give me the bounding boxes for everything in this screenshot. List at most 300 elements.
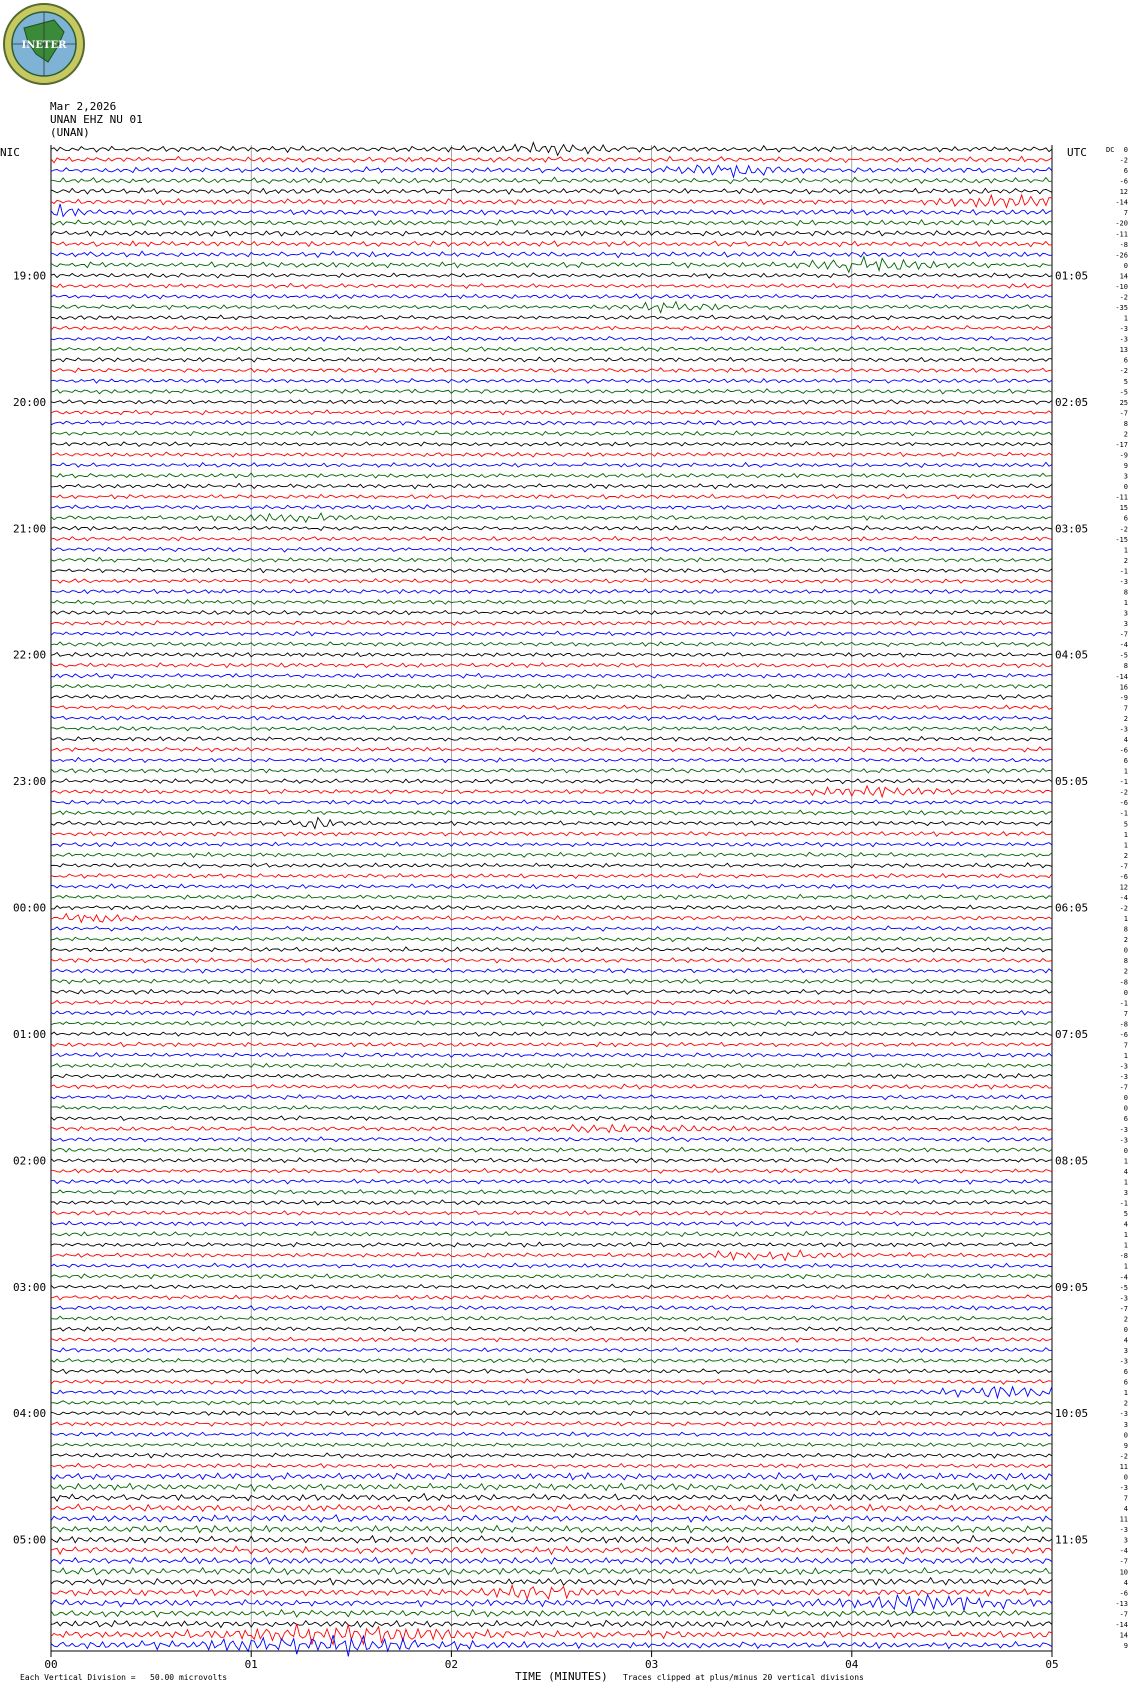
dc-offset-label: 6 [1123, 167, 1128, 176]
dc-offset-label: -4 [1119, 641, 1128, 650]
dc-offset-label: -15 [1115, 535, 1128, 544]
dc-offset-label: -17 [1115, 440, 1128, 449]
dc-offset-label: -6 [1119, 746, 1128, 755]
dc-offset-label: -6 [1119, 177, 1128, 186]
dc-offset-label: -8 [1119, 1020, 1128, 1029]
dc-offset-label: -13 [1115, 1599, 1128, 1608]
dc-offset-label: 9 [1123, 1441, 1128, 1450]
dc-offset-label: 2 [1123, 714, 1128, 723]
dc-offset-label: 3 [1123, 620, 1128, 629]
dc-offset-label: 4 [1123, 1167, 1128, 1176]
seismic-trace [51, 505, 1052, 510]
dc-offset-label: -1 [1119, 778, 1128, 787]
dc-offset-label: -3 [1119, 1062, 1128, 1071]
seismic-trace [51, 1515, 1052, 1522]
seismic-trace [51, 631, 1052, 636]
seismic-trace [51, 1242, 1052, 1247]
dc-offset-label: 0 [1123, 1104, 1128, 1113]
dc-offset-label: 1 [1123, 314, 1128, 323]
dc-offset-label: -1 [1119, 567, 1128, 576]
x-axis-title: TIME (MINUTES) [515, 1670, 608, 1683]
seismic-trace [51, 1326, 1052, 1331]
seismic-trace [51, 368, 1052, 373]
dc-offset-label: 3 [1123, 1420, 1128, 1429]
dc-offset-label: 10 [1119, 1568, 1128, 1577]
seismic-trace [51, 1116, 1052, 1121]
seismic-trace [51, 1200, 1052, 1205]
seismic-trace [51, 1263, 1052, 1268]
left-time-label: 03:00 [13, 1280, 47, 1294]
right-time-label: 03:05 [1055, 522, 1089, 536]
seismic-trace [51, 1463, 1052, 1468]
seismic-trace [51, 1610, 1052, 1618]
dc-offset-label: 2 [1123, 556, 1128, 565]
seismic-trace [51, 273, 1052, 278]
seismic-trace [51, 1010, 1052, 1015]
seismic-trace [51, 905, 1052, 910]
dc-offset-label: -2 [1119, 367, 1128, 376]
dc-offset-label: 25 [1119, 398, 1128, 407]
seismic-trace [51, 302, 1052, 313]
seismic-trace [51, 768, 1052, 773]
dc-offset-label: 3 [1123, 1347, 1128, 1356]
dc-offset-label: 7 [1123, 1041, 1128, 1050]
dc-offset-label: -2 [1119, 1452, 1128, 1461]
seismic-trace [51, 568, 1052, 573]
seismic-trace [51, 979, 1052, 984]
seismic-trace [51, 1032, 1052, 1037]
dc-offset-label: 5 [1123, 377, 1128, 386]
seismic-trace [51, 842, 1052, 847]
seismic-trace [51, 863, 1052, 868]
seismic-trace [51, 937, 1052, 942]
dc-offset-label: 6 [1123, 1115, 1128, 1124]
seismic-trace [51, 1274, 1052, 1279]
dc-offset-label: 6 [1123, 1368, 1128, 1377]
seismic-trace [51, 195, 1052, 207]
right-time-label: 08:05 [1055, 1154, 1089, 1168]
left-time-label: 05:00 [13, 1533, 47, 1547]
dc-offset-label: -3 [1119, 1125, 1128, 1134]
ineter-logo-text: INETER [21, 40, 67, 51]
seismic-trace [51, 357, 1052, 362]
dc-offset-label: -2 [1119, 293, 1128, 302]
dc-offset-label: 1 [1123, 1157, 1128, 1166]
dc-offset-label: 1 [1123, 1262, 1128, 1271]
dc-offset-label: 1 [1123, 915, 1128, 924]
dc-offset-label: 4 [1123, 735, 1128, 744]
dc-offset-label: 11 [1119, 1515, 1128, 1524]
seismic-trace [51, 673, 1052, 678]
seismic-trace [51, 884, 1052, 889]
seismic-trace [51, 737, 1052, 742]
left-time-label: 22:00 [13, 648, 47, 662]
dc-offset-label: -7 [1119, 862, 1128, 871]
seismic-trace [51, 695, 1052, 700]
dc-offset-label: -11 [1115, 493, 1128, 502]
seismic-trace [51, 536, 1052, 541]
dc-offset-label: 11 [1119, 1462, 1128, 1471]
seismic-trace [51, 1021, 1052, 1026]
seismic-trace [51, 1620, 1052, 1627]
seismic-trace [51, 1369, 1052, 1374]
seismic-trace [51, 958, 1052, 963]
seismic-trace [51, 1443, 1052, 1448]
seismic-trace [51, 462, 1052, 467]
right-axis-title: UTC [1067, 146, 1087, 159]
seismic-trace [51, 165, 1052, 177]
dc-offset-label: -9 [1119, 693, 1128, 702]
seismic-trace [51, 818, 1052, 829]
label-group [13, 146, 1128, 1671]
dc-offset-label: -2 [1119, 156, 1128, 165]
dc-offset-label: 15 [1119, 504, 1128, 513]
seismic-trace [51, 1348, 1052, 1352]
right-time-label: 04:05 [1055, 648, 1089, 662]
x-tick-label: 00 [44, 1658, 58, 1671]
dc-offset-label: 8 [1123, 925, 1128, 934]
seismic-trace [51, 347, 1052, 352]
left-axis-title: NIC [0, 146, 20, 159]
seismic-trace [51, 589, 1052, 594]
dc-offset-label: 2 [1123, 936, 1128, 945]
seismic-trace [51, 1358, 1052, 1363]
seismic-trace [51, 705, 1052, 710]
dc-offset-label: -7 [1119, 409, 1128, 418]
dc-offset-label: -3 [1119, 1073, 1128, 1082]
seismic-trace [51, 421, 1052, 426]
dc-offset-label: 6 [1123, 1378, 1128, 1387]
dc-offset-label: 6 [1123, 514, 1128, 523]
seismic-trace [51, 283, 1052, 288]
dc-offset-label: 1 [1123, 1241, 1128, 1250]
seismic-trace [51, 779, 1052, 784]
dc-offset-label: -2 [1119, 904, 1128, 913]
dc-offset-label: 3 [1123, 1188, 1128, 1197]
seismic-trace [51, 484, 1052, 489]
seismic-trace [51, 1585, 1052, 1599]
header-network: (UNAN) [50, 126, 90, 139]
seismic-trace [51, 926, 1052, 931]
dc-offset-label: -4 [1119, 1547, 1128, 1556]
right-time-label: 06:05 [1055, 901, 1089, 915]
dc-offset-label: -3 [1119, 1526, 1128, 1535]
dc-offset-label: 3 [1123, 472, 1128, 481]
dc-offset-label: -4 [1119, 1273, 1128, 1282]
dc-offset-label: 8 [1123, 662, 1128, 671]
seismic-trace [51, 726, 1052, 731]
seismic-trace [51, 241, 1052, 247]
seismic-trace [51, 1053, 1052, 1058]
dc-offset-label: 2 [1123, 967, 1128, 976]
dc-offset-label: 1 [1123, 599, 1128, 608]
seismic-trace [51, 1568, 1052, 1575]
seismic-trace [51, 143, 1052, 156]
dc-offset-label: 7 [1123, 1494, 1128, 1503]
seismic-trace [51, 1483, 1052, 1491]
dc-offset-label: -14 [1115, 672, 1128, 681]
right-time-label: 07:05 [1055, 1027, 1089, 1041]
x-tick-label: 02 [444, 1658, 459, 1671]
seismic-trace [51, 786, 1052, 797]
dc-offset-label: -6 [1119, 872, 1128, 881]
dc-offset-label: 0 [1123, 1473, 1128, 1482]
seismic-trace [51, 1190, 1052, 1195]
dc-offset-label: 14 [1119, 1631, 1128, 1640]
dc-offset-label: 13 [1119, 346, 1128, 355]
dc-offset-label: 2 [1123, 1315, 1128, 1324]
seismic-trace [51, 831, 1052, 836]
dc-offset-label: -7 [1119, 1557, 1128, 1566]
dc-offset-label: -3 [1119, 725, 1128, 734]
right-time-label: 01:05 [1055, 269, 1089, 283]
right-time-label: 09:05 [1055, 1280, 1089, 1294]
dc-offset-label: -2 [1119, 788, 1128, 797]
dc-offset-label: 1 [1123, 1052, 1128, 1061]
dc-offset-label: 1 [1123, 1389, 1128, 1398]
dc-offset-label: 14 [1119, 272, 1128, 281]
dc-offset-label: -3 [1119, 1410, 1128, 1419]
dc-offset-label: 4 [1123, 1505, 1128, 1514]
seismic-trace [51, 557, 1052, 562]
seismic-trace [51, 621, 1052, 626]
left-time-label: 02:00 [13, 1154, 47, 1168]
seismic-trace [51, 810, 1052, 815]
seismic-trace [51, 1211, 1052, 1216]
left-time-label: 19:00 [13, 269, 47, 283]
seismic-trace [51, 326, 1052, 331]
left-time-label: 23:00 [13, 775, 47, 789]
seismic-trace [51, 1557, 1052, 1564]
seismic-trace [51, 1526, 1052, 1533]
dc-offset-label: 0 [1123, 988, 1128, 997]
seismic-trace [51, 547, 1052, 552]
seismic-trace [51, 513, 1052, 522]
seismic-trace [51, 1232, 1052, 1237]
seismic-trace [51, 1578, 1052, 1586]
seismic-trace [51, 715, 1052, 720]
trace-group [51, 143, 1052, 1657]
dc-offset-label: -14 [1115, 198, 1128, 207]
dc-offset-label: 9 [1123, 462, 1128, 471]
dc-offset-label: 0 [1123, 483, 1128, 492]
seismic-trace [51, 1179, 1052, 1184]
dc-offset-label: 2 [1123, 851, 1128, 860]
seismic-trace [51, 1595, 1052, 1613]
dc-offset-label: -8 [1119, 978, 1128, 987]
dc-offset-label: 4 [1123, 1336, 1128, 1345]
seismic-trace [51, 336, 1052, 341]
dc-offset-label: 7 [1123, 209, 1128, 218]
seismic-trace [51, 895, 1052, 900]
vertical-gridlines [51, 145, 1052, 1657]
dc-offset-label: -10 [1115, 282, 1128, 291]
seismic-trace [51, 914, 1052, 923]
seismic-trace [51, 600, 1052, 605]
seismic-trace [51, 1125, 1052, 1133]
dc-offset-label: -14 [1115, 1620, 1128, 1629]
seismic-trace [51, 1337, 1052, 1342]
seismic-trace [51, 1284, 1052, 1289]
seismic-trace [51, 663, 1052, 668]
dc-offset-label: 0 [1123, 1146, 1128, 1155]
dc-offset-label: -3 [1119, 335, 1128, 344]
dc-offset-label: 1 [1123, 830, 1128, 839]
seismic-trace [51, 399, 1052, 404]
right-time-label: 05:05 [1055, 775, 1089, 789]
seismic-trace [51, 442, 1052, 447]
seismic-trace [51, 1158, 1052, 1163]
seismic-trace [51, 220, 1052, 226]
dc-offset-label: -3 [1119, 1294, 1128, 1303]
dc-offset-label: -8 [1119, 240, 1128, 249]
seismic-trace [51, 1635, 1052, 1656]
dc-offset-label: 1 [1123, 546, 1128, 555]
seismic-trace [51, 177, 1052, 183]
seismic-trace [51, 1105, 1052, 1110]
seismic-trace [51, 800, 1052, 805]
seismic-trace [51, 1250, 1052, 1260]
left-time-label: 01:00 [13, 1027, 47, 1041]
dc-offset-label: -6 [1119, 799, 1128, 808]
dc-offset-label: 8 [1123, 957, 1128, 966]
seismic-trace [51, 1316, 1052, 1321]
dc-offset-label: -26 [1115, 251, 1128, 260]
dc-offset-label: 3 [1123, 1536, 1128, 1545]
dc-offset-label: 0 [1123, 1325, 1128, 1334]
seismic-trace [51, 1504, 1052, 1511]
clip-note: Traces clipped at plus/minus 20 vertical divisions [623, 1673, 864, 1682]
seismic-trace [51, 1063, 1052, 1068]
seismic-trace [51, 653, 1052, 658]
dc-offset-label: -3 [1119, 325, 1128, 334]
dc-offset-label: -9 [1119, 451, 1128, 460]
header-date: Mar 2,2026 [50, 100, 117, 113]
header-station: UNAN EHZ NU 01 [50, 113, 143, 126]
dc-offset-label: 0 [1123, 1094, 1128, 1103]
dc-offset-label: 9 [1123, 1642, 1128, 1650]
dc-offset-label: 1 [1123, 767, 1128, 776]
dc-offset-label: 6 [1123, 757, 1128, 766]
seismic-trace [51, 1494, 1052, 1502]
dc-offset-label: 7 [1123, 704, 1128, 713]
dc-offset-label: -20 [1115, 219, 1128, 228]
seismic-trace [51, 1168, 1052, 1173]
seismic-trace [51, 204, 1052, 217]
seismic-trace [51, 473, 1052, 478]
dc-offset-label: 0 [1123, 261, 1128, 270]
dc-offset-label: -5 [1119, 388, 1128, 397]
dc-offset-label: -7 [1119, 1304, 1128, 1313]
scale-note: Each Vertical Division = 50.00 microvolts [20, 1673, 228, 1682]
seismic-trace [51, 230, 1052, 236]
dc-offset-label: -3 [1119, 1357, 1128, 1366]
dc-offset-label: 4 [1123, 1578, 1128, 1587]
dc-offset-label: -1 [1119, 1199, 1128, 1208]
seismic-trace [51, 452, 1052, 457]
seismic-trace [51, 494, 1052, 499]
seismic-trace [51, 257, 1052, 273]
seismic-trace [51, 852, 1052, 857]
left-time-label: 00:00 [13, 901, 47, 915]
seismic-trace [51, 684, 1052, 688]
left-time-label: 21:00 [13, 522, 47, 536]
seismic-trace [51, 1473, 1052, 1480]
dc-offset-label: 0 [1123, 946, 1128, 955]
seismic-trace [51, 1536, 1052, 1544]
x-tick-label: 05 [1045, 1658, 1059, 1671]
dc-offset-label: -3 [1119, 1136, 1128, 1145]
dc-offset-label: 4 [1123, 1220, 1128, 1229]
seismic-trace [51, 642, 1052, 647]
seismic-trace [51, 1074, 1052, 1079]
seismic-trace [51, 969, 1052, 974]
dc-offset-label: -4 [1119, 894, 1128, 902]
dc-offset-label: 8 [1123, 588, 1128, 597]
seismic-trace [51, 1421, 1052, 1426]
dc-offset-label: 2 [1123, 1399, 1128, 1408]
dc-offset-label: -5 [1119, 651, 1128, 660]
right-time-label: 02:05 [1055, 395, 1089, 409]
dc-offset-label: -3 [1119, 1483, 1128, 1492]
dc-offset-label: 12 [1119, 188, 1128, 197]
left-time-label: 20:00 [13, 395, 47, 409]
dc-offset-label: 5 [1123, 1210, 1128, 1219]
dc-offset-label: -7 [1119, 1083, 1128, 1092]
dc-offset-label: 1 [1123, 1231, 1128, 1240]
seismic-trace [51, 1095, 1052, 1100]
seismic-trace [51, 156, 1052, 162]
seismic-trace [51, 747, 1052, 752]
seismic-trace [51, 947, 1052, 952]
dc-offset-label: 1 [1123, 1178, 1128, 1187]
dc-offset-label: 0 [1123, 1431, 1128, 1440]
seismic-trace [51, 1295, 1052, 1300]
dc-offset-label: 7 [1123, 1009, 1128, 1018]
seismic-trace [51, 1387, 1052, 1398]
seismic-trace [51, 1147, 1052, 1152]
seismic-trace [51, 431, 1052, 436]
dc-offset-label: -11 [1115, 230, 1128, 239]
seismic-trace [51, 410, 1052, 415]
dc-label: DC [1106, 146, 1115, 154]
dc-offset-label: -5 [1119, 1283, 1128, 1292]
dc-offset-label: -3 [1119, 577, 1128, 586]
dc-offset-label: 6 [1123, 356, 1128, 365]
seismic-trace [51, 1624, 1052, 1645]
seismic-trace [51, 188, 1052, 194]
dc-offset-label: 3 [1123, 609, 1128, 618]
seismic-trace [51, 610, 1052, 615]
dc-offset-label: 0 [1123, 146, 1128, 154]
seismic-trace [51, 389, 1052, 394]
seismic-trace [51, 1000, 1052, 1005]
seismic-trace [51, 989, 1052, 994]
seismic-trace [51, 294, 1052, 299]
dc-offset-label: -7 [1119, 1610, 1128, 1619]
dc-offset-label: 8 [1123, 419, 1128, 428]
seismic-trace [51, 526, 1052, 531]
dc-offset-label: -2 [1119, 525, 1128, 534]
seismic-trace [51, 315, 1052, 320]
dc-offset-label: -6 [1119, 1030, 1128, 1039]
right-time-label: 10:05 [1055, 1407, 1089, 1421]
seismic-trace [51, 1411, 1052, 1416]
dc-offset-label: -7 [1119, 630, 1128, 639]
dc-offset-label: 1 [1123, 841, 1128, 850]
seismic-trace [51, 1306, 1052, 1311]
x-tick-label: 01 [244, 1658, 258, 1671]
